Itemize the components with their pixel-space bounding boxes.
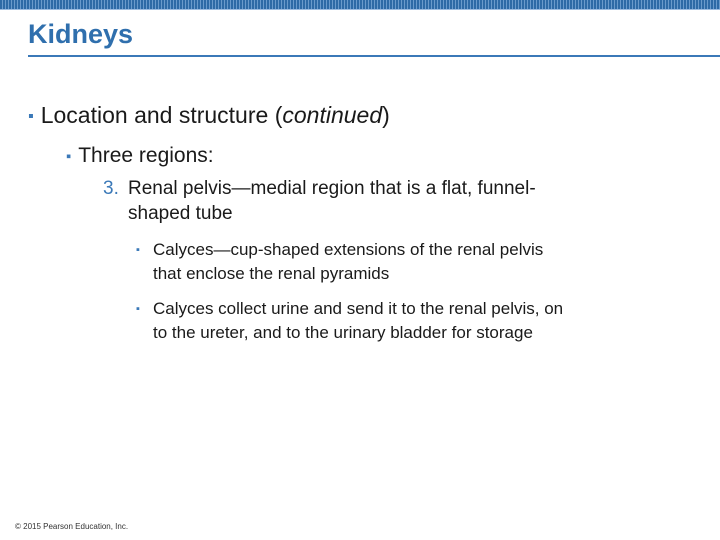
bullet1-suffix: ): [382, 102, 390, 128]
sub-bullet-text1: Calyces collect urine and send it to the renal pelvis, on: [153, 299, 564, 318]
square-bullet-icon: ▪: [136, 244, 140, 257]
sub-bullet-text2: to the ureter, and to the urinary bladder for storage: [153, 322, 533, 342]
sub-bullet: [136, 238, 706, 286]
sub-bullet-line1: [136, 238, 706, 262]
bullet-level1: [28, 102, 390, 130]
slide-title: Kidneys: [28, 19, 134, 49]
bullet1-prefix: Location and structure (: [40, 102, 283, 128]
numbered-item-line1: [103, 177, 663, 202]
header-stripe-line: [0, 9, 720, 10]
title-rule: [28, 55, 720, 57]
sub-bullet-line1: [136, 297, 706, 321]
sub-bullet-text2: that enclose the renal pyramids: [153, 263, 390, 283]
square-bullet-icon: ▪: [136, 303, 140, 316]
bullet-level2: [66, 143, 214, 168]
item-number: 3.: [103, 178, 119, 199]
numbered-item-text1: Renal pelvis—medial region that is a flat, funnel-: [128, 178, 536, 199]
copyright-footer: © 2015 Pearson Education, Inc.: [15, 522, 129, 531]
square-bullet-icon: ▪: [28, 107, 34, 126]
numbered-item: [103, 177, 663, 226]
sub-bullet: [136, 297, 706, 345]
square-bullet-icon: ▪: [66, 148, 72, 165]
bullet2-text: Three regions:: [78, 144, 214, 167]
sub-bullet-text1: Calyces—cup-shaped extensions of the renal pelvis: [153, 240, 544, 259]
header-stripe-bar: [0, 0, 720, 9]
numbered-item-text2: shaped tube: [128, 202, 233, 224]
bullet1-emphasis: continued: [282, 102, 383, 128]
